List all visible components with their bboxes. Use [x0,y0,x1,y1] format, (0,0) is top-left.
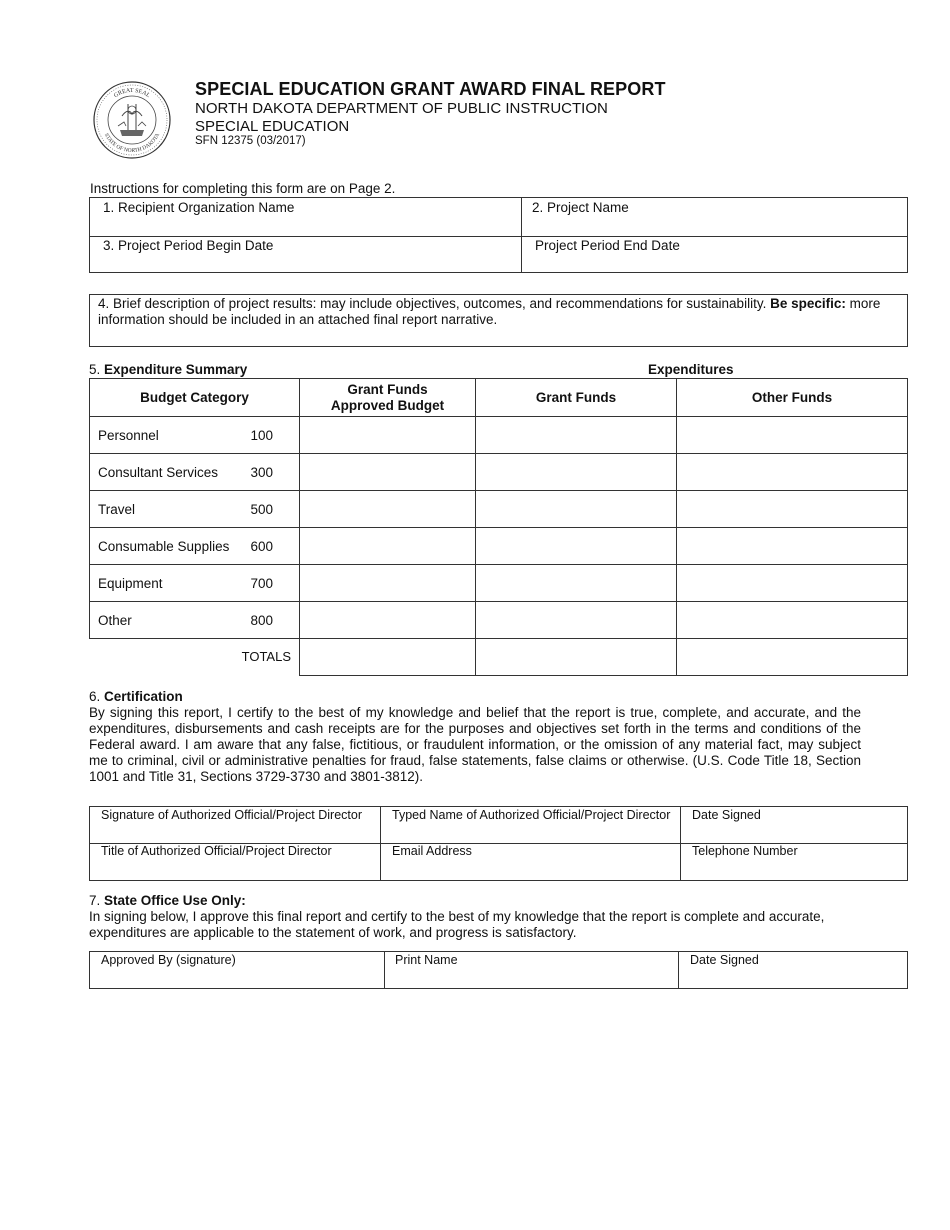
telephone-field[interactable] [681,844,908,881]
official-title-field[interactable] [90,844,380,881]
grant-funds-cell[interactable] [476,454,677,491]
date-signed-field[interactable] [681,807,908,843]
state-office-heading: 7. State Office Use Only: [89,893,246,908]
expenditures-heading: Expenditures [648,362,734,377]
print-name-field[interactable] [385,952,678,989]
other-funds-cell[interactable] [677,454,908,491]
state-office-text: In signing below, I approve this final report and certify to the best of my knowledge that the report is complete and accurate, expenditures are applicable to the statement of work, and progress is satisfactory. [89,909,825,940]
signature-field[interactable] [90,807,380,843]
table-row [90,602,908,639]
project-name-field[interactable] [522,198,908,236]
typed-name-label: Typed Name of Authorized Official/Project Director [392,808,671,822]
grant-funds-cell[interactable] [476,491,677,528]
grant-funds-header: Grant Funds [476,379,677,417]
approved-by-label: Approved By (signature) [101,953,236,967]
project-name-label: 2. Project Name [532,200,629,215]
budget-category-header: Budget Category [90,379,300,417]
table-row [90,417,908,454]
project-results-field[interactable] [89,294,908,347]
typed-name-field[interactable] [381,807,680,843]
expenditure-table [89,378,908,676]
category-label: Consultant Services [98,464,219,480]
svg-text:STATE OF NORTH DAKOTA: STATE OF NORTH DAKOTA [102,132,162,155]
certification-text: By signing this report, I certify to the best of my knowledge and belief that the report is true, complete, and accurate, and the expenditures, disbursements and cash receipts are for the purposes and objectives set forth in the terms and conditions of the Federal award. I am aware that any false, fictitious, or fraudulent information, or the omission of any material fact, may subject me to criminal, civil or administrative penalties for fraud, false statements, false claims or otherwise. (U.S. Code Title 18, Section 1001 and Title 31, Sections 3729-3730 and 3801-3812). [89,705,861,784]
category-code: 800 [250,612,273,628]
approval-signature-grid [89,951,908,989]
signature-label: Signature of Authorized Official/Project Director [101,808,363,822]
telephone-label: Telephone Number [692,844,798,858]
grant-funds-cell[interactable] [476,528,677,565]
approved-budget-cell[interactable] [300,491,476,528]
table-header-row [90,379,908,417]
category-label: Other [98,612,132,628]
other-funds-cell[interactable] [677,417,908,454]
category-code: 600 [250,538,273,554]
email-label: Email Address [392,844,472,858]
email-field[interactable] [381,844,680,881]
totals-row [90,639,908,676]
table-row [90,491,908,528]
grant-funds-total-cell[interactable] [476,639,677,676]
svg-text:GREAT SEAL: GREAT SEAL [113,87,151,100]
table-row [90,528,908,565]
form-number: SFN 12375 (03/2017) [195,135,306,147]
project-info-grid [89,197,908,273]
category-label: Personnel [98,427,159,443]
table-row [90,565,908,602]
category-code: 500 [250,501,273,517]
certification-signature-grid [89,806,908,881]
approved-by-field[interactable] [90,952,384,989]
approved-budget-cell[interactable] [300,454,476,491]
date-signed-label: Date Signed [692,808,761,822]
category-code: 100 [250,427,273,443]
end-date-field[interactable] [522,237,908,273]
approved-budget-total-cell[interactable] [300,639,476,676]
category-label: Consumable Supplies [98,538,230,554]
grant-funds-cell[interactable] [476,602,677,639]
approved-budget-cell[interactable] [300,602,476,639]
approval-date-label: Date Signed [690,953,759,967]
begin-date-field[interactable] [90,237,520,273]
division-name: SPECIAL EDUCATION [195,118,350,135]
other-funds-total-cell[interactable] [677,639,908,676]
approved-budget-cell[interactable] [300,417,476,454]
approved-budget-cell[interactable] [300,528,476,565]
certification-heading: 6. Certification [89,689,183,704]
approved-budget-cell[interactable] [300,565,476,602]
instructions-note: Instructions for completing this form are on Page 2. [90,181,396,196]
category-code: 300 [250,464,273,480]
begin-date-label: 3. Project Period Begin Date [103,238,274,253]
grant-funds-cell[interactable] [476,417,677,454]
totals-label: TOTALS [90,639,300,676]
approved-budget-header: Grant Funds Approved Budget [300,379,476,417]
form-title: SPECIAL EDUCATION GRANT AWARD FINAL REPORT [195,79,666,99]
official-title-label: Title of Authorized Official/Project Director [101,844,332,858]
department-name: NORTH DAKOTA DEPARTMENT OF PUBLIC INSTRUCTION [195,100,608,117]
category-code: 700 [250,575,273,591]
other-funds-cell[interactable] [677,491,908,528]
expenditure-summary-heading: 5. Expenditure Summary [89,362,248,377]
other-funds-cell[interactable] [677,602,908,639]
project-results-label: 4. Brief description of project results: may include objectives, outcomes, and recommendations for sustainability. Be specific: more information should be included in an attached final report narrative. [98,296,881,327]
end-date-label: Project Period End Date [535,238,680,253]
table-row [90,454,908,491]
other-funds-cell[interactable] [677,565,908,602]
grant-funds-cell[interactable] [476,565,677,602]
state-seal-icon [92,80,172,160]
category-label: Travel [98,501,136,517]
recipient-organization-field[interactable] [90,198,520,236]
other-funds-cell[interactable] [677,528,908,565]
print-name-label: Print Name [395,953,458,967]
approval-date-field[interactable] [679,952,908,989]
other-funds-header: Other Funds [677,379,908,417]
category-label: Equipment [98,575,163,591]
recipient-organization-label: 1. Recipient Organization Name [103,200,295,215]
